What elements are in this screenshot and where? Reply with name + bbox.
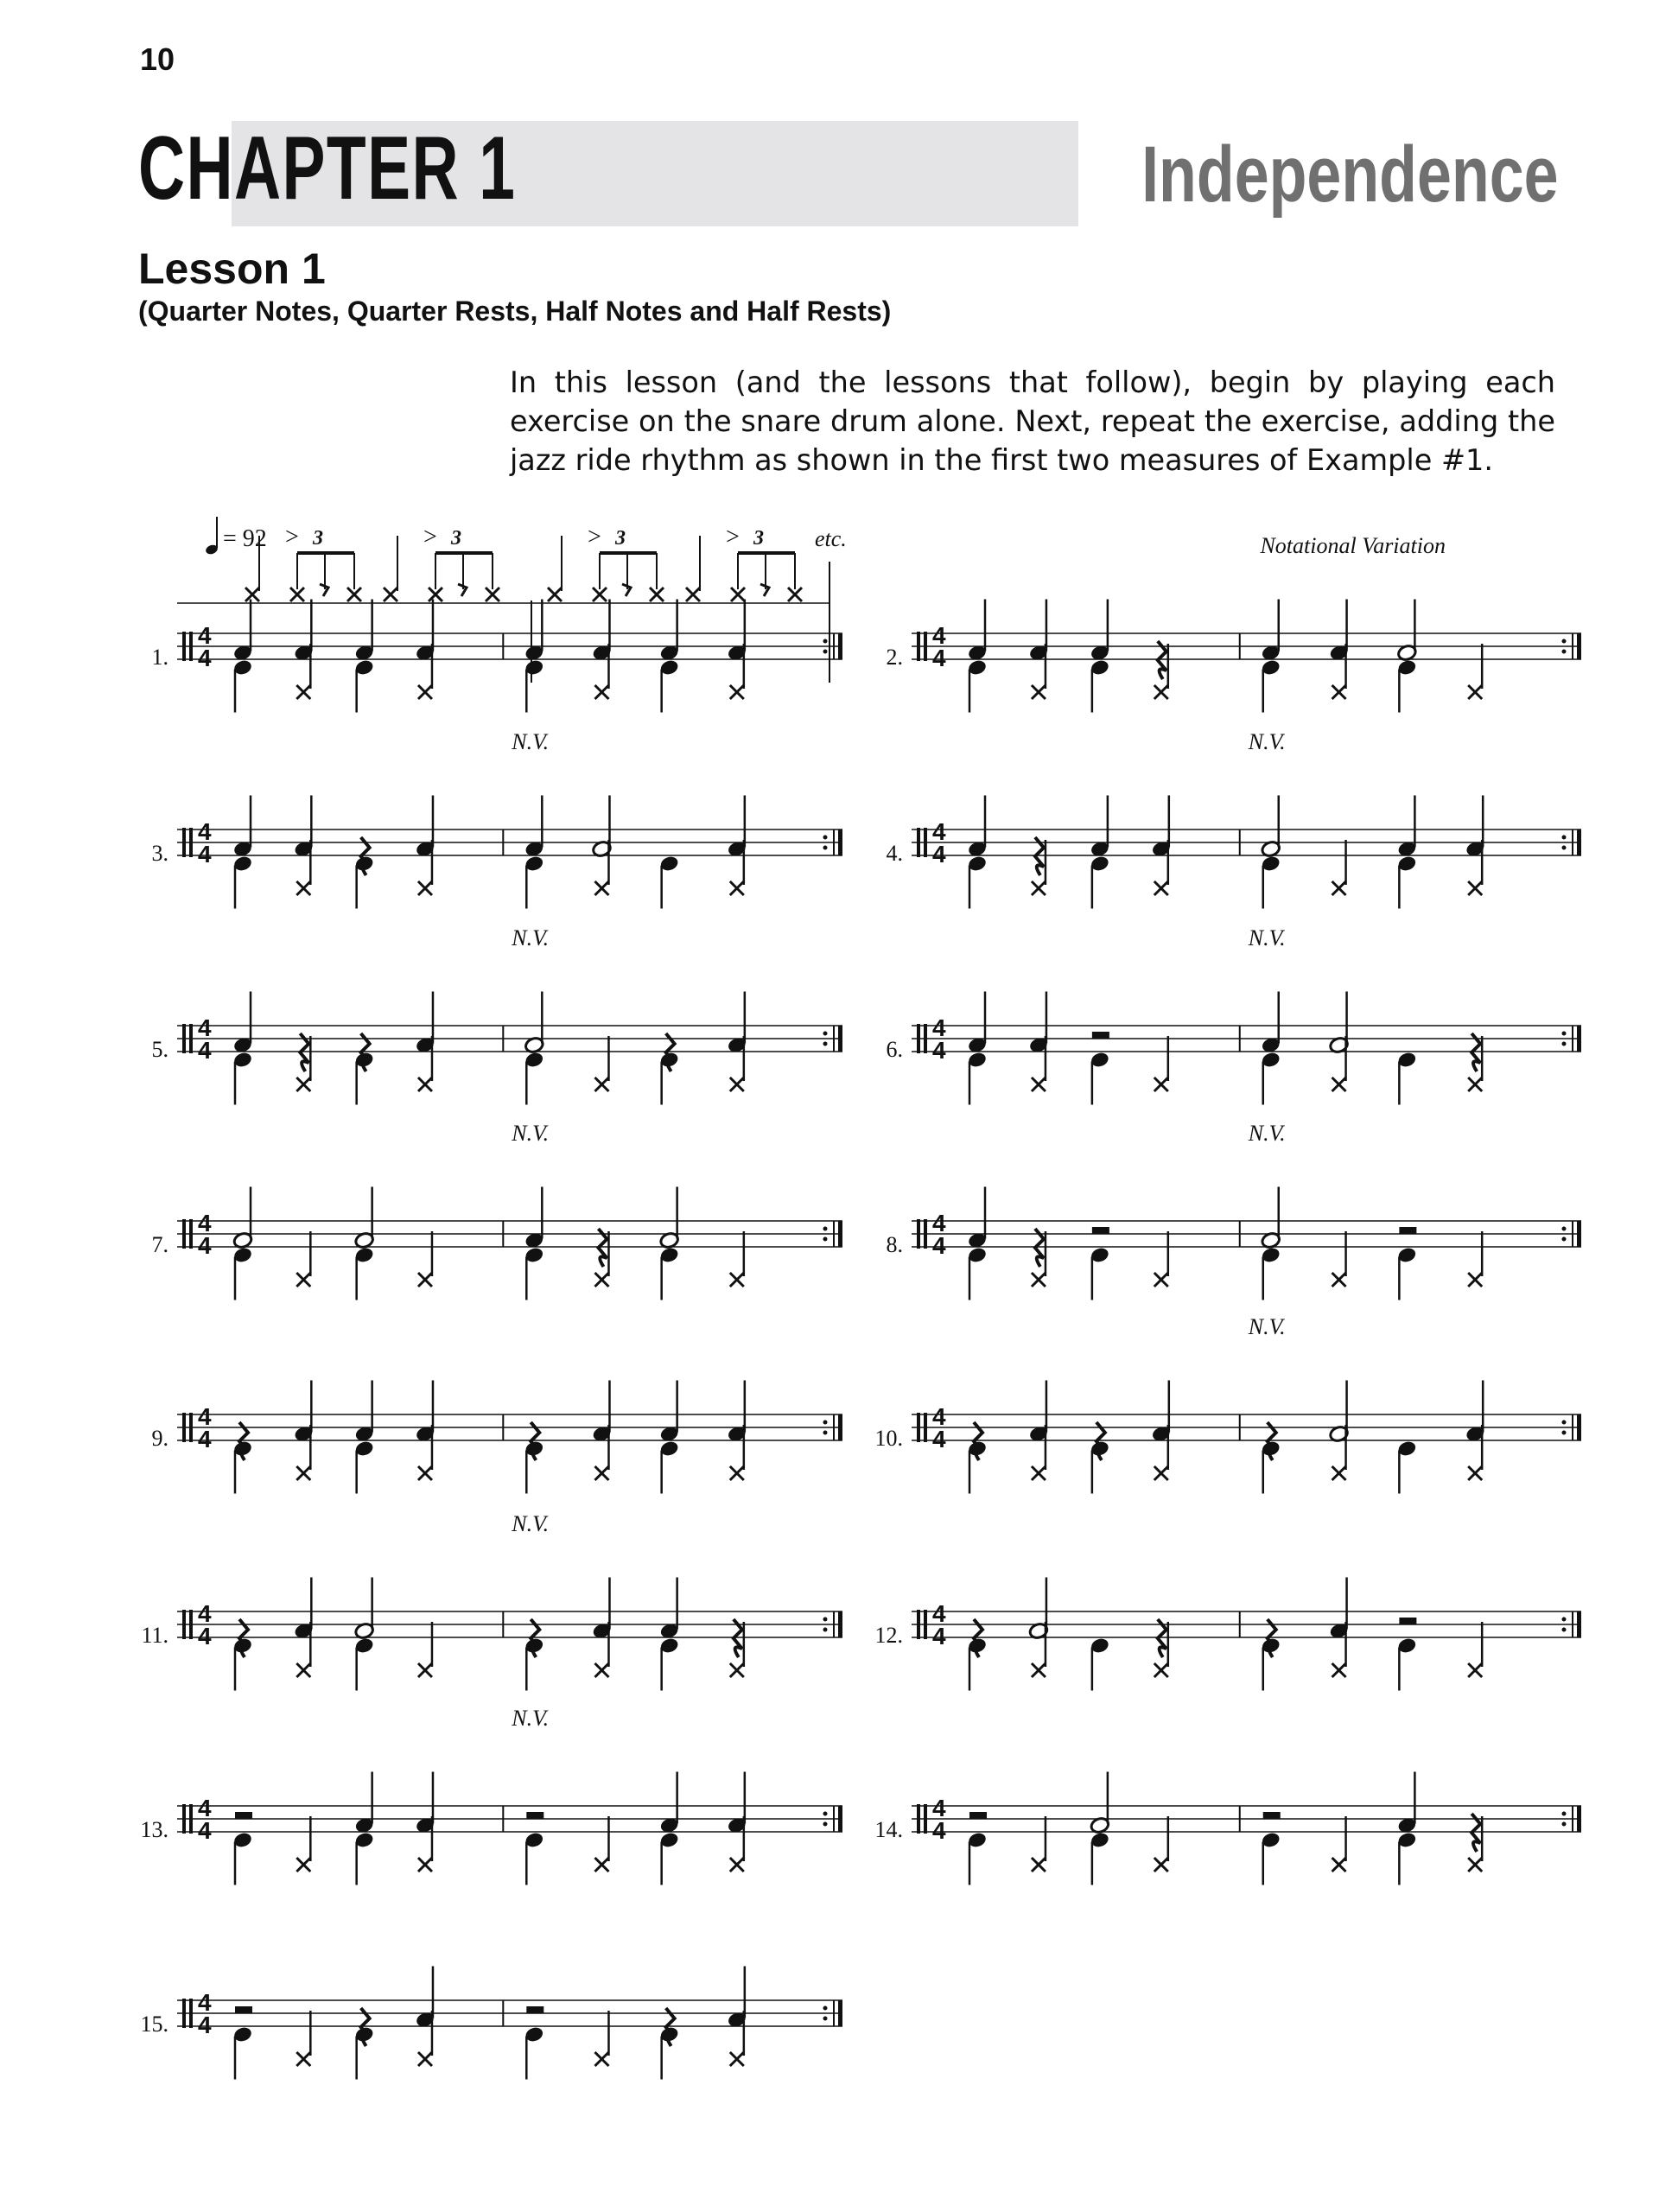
hi-hat-foot-x — [296, 1663, 310, 1677]
triplet-number: 3 — [313, 527, 323, 550]
repeat-dot — [1562, 1628, 1567, 1632]
hi-hat-foot-x — [730, 685, 744, 699]
eighth-rest — [320, 584, 328, 596]
ride-cymbal-x — [731, 588, 745, 601]
time-signature-bottom: 4 — [932, 841, 946, 868]
repeat-dot — [823, 650, 828, 654]
hi-hat-foot-x — [1154, 1466, 1168, 1480]
hi-hat-foot-x — [730, 1858, 744, 1872]
half-rest — [1263, 1812, 1281, 1819]
percussion-clef — [924, 1219, 927, 1249]
notational-variation-label: N.V. — [512, 729, 550, 754]
exercise-4 — [912, 796, 1581, 909]
time-signature-bottom: 4 — [932, 1037, 946, 1064]
time-signature-bottom: 4 — [198, 1037, 212, 1064]
percussion-clef — [182, 1413, 186, 1442]
half-rest — [235, 2006, 252, 2013]
tempo-marking: = 92 — [223, 525, 267, 552]
time-signature-top: 4 — [932, 1403, 946, 1430]
percussion-clef — [182, 1804, 186, 1834]
time-signature-top: 4 — [932, 1210, 946, 1236]
time-signature-top: 4 — [198, 1600, 212, 1627]
exercise-12 — [912, 1578, 1581, 1691]
hi-hat-foot-x — [730, 1663, 744, 1677]
percussion-clef — [917, 632, 920, 661]
chapter-title: Independence — [1141, 130, 1559, 219]
exercise-1 — [177, 600, 842, 713]
hi-hat-foot-x — [296, 2052, 310, 2066]
repeat-bar — [838, 633, 842, 659]
percussion-clef — [189, 1610, 193, 1639]
repeat-dot — [823, 1227, 828, 1231]
repeat-dot — [823, 1628, 828, 1632]
hi-hat-foot-x — [418, 881, 432, 895]
time-signature-bottom: 4 — [198, 1817, 212, 1844]
notational-variation-label: N.V. — [1248, 925, 1286, 950]
repeat-dot — [823, 1822, 828, 1827]
repeat-dot — [1562, 1227, 1567, 1231]
hi-hat-foot-x — [1468, 881, 1482, 895]
percussion-clef — [917, 1413, 920, 1442]
exercise-number: 5. — [151, 1037, 168, 1062]
percussion-clef — [924, 1024, 927, 1053]
page-number: 10 — [140, 41, 175, 77]
time-signature-bottom: 4 — [932, 645, 946, 671]
percussion-clef — [924, 828, 927, 857]
accent-mark: > — [588, 524, 601, 550]
half-rest — [526, 2006, 543, 2013]
hi-hat-foot-x — [296, 1466, 310, 1480]
hi-hat-foot-x — [594, 881, 608, 895]
triplet-number: 3 — [753, 527, 764, 550]
percussion-clef — [189, 1804, 193, 1834]
hi-hat-foot-x — [296, 1273, 310, 1287]
percussion-clef — [182, 632, 186, 661]
hi-hat-foot-x — [1154, 1663, 1168, 1677]
exercise-14 — [912, 1772, 1581, 1885]
percussion-clef — [189, 828, 193, 857]
percussion-clef — [917, 1219, 920, 1249]
time-signature-top: 4 — [198, 1014, 212, 1041]
repeat-dot — [823, 1618, 828, 1622]
hi-hat-foot-x — [1032, 1077, 1046, 1091]
repeat-dot — [1562, 1032, 1567, 1036]
time-signature-top: 4 — [198, 622, 212, 649]
eighth-rest — [622, 584, 631, 596]
hi-hat-foot-x — [730, 1077, 744, 1091]
exercise-number: 9. — [151, 1426, 168, 1451]
half-rest — [969, 1812, 987, 1819]
percussion-clef — [182, 1219, 186, 1249]
accent-mark: > — [285, 524, 299, 550]
percussion-clef — [189, 1024, 193, 1053]
accent-mark: > — [423, 524, 437, 550]
hi-hat-foot-x — [730, 1273, 744, 1287]
exercise-number: 10. — [874, 1426, 903, 1451]
eighth-rest — [760, 584, 769, 596]
time-signature-top: 4 — [932, 1795, 946, 1821]
exercise-number: 13. — [140, 1817, 168, 1842]
repeat-dot — [823, 1421, 828, 1425]
hi-hat-foot-x — [296, 685, 310, 699]
repeat-dot — [823, 846, 828, 850]
notational-variation-label: N.V. — [512, 1121, 550, 1146]
hi-hat-foot-x — [594, 685, 608, 699]
exercise-11 — [177, 1578, 842, 1691]
notational-variation-label: Notational Variation — [1260, 533, 1446, 558]
hi-hat-foot-x — [594, 1466, 608, 1480]
hi-hat-foot-x — [594, 2052, 608, 2066]
time-signature-top: 4 — [198, 818, 212, 845]
hi-hat-foot-x — [594, 1663, 608, 1677]
hi-hat-foot-x — [418, 1077, 432, 1091]
percussion-clef — [924, 1610, 927, 1639]
hi-hat-foot-x — [1468, 1663, 1482, 1677]
notational-variation-label: N.V. — [512, 1511, 550, 1536]
time-signature-bottom: 4 — [198, 1232, 212, 1259]
repeat-dot — [1562, 650, 1567, 654]
percussion-clef — [917, 828, 920, 857]
half-rest — [526, 1812, 543, 1819]
percussion-clef — [189, 632, 193, 661]
time-signature-bottom: 4 — [198, 1426, 212, 1452]
percussion-clef — [917, 1024, 920, 1053]
hi-hat-foot-x — [1332, 1466, 1346, 1480]
ride-cymbal-x — [347, 588, 361, 601]
percussion-clef — [924, 1413, 927, 1442]
hi-hat-foot-x — [1468, 1077, 1482, 1091]
triplet-number: 3 — [451, 527, 461, 550]
hi-hat-foot-x — [418, 1663, 432, 1677]
percussion-clef — [189, 1413, 193, 1442]
time-signature-top: 4 — [932, 1600, 946, 1627]
half-rest — [1092, 1227, 1109, 1234]
ride-cymbal-x — [650, 588, 664, 601]
time-signature-bottom: 4 — [932, 1817, 946, 1844]
repeat-bar — [1577, 830, 1581, 855]
time-signature-bottom: 4 — [198, 645, 212, 671]
repeat-dot — [823, 2006, 828, 2011]
percussion-clef — [924, 1804, 927, 1834]
repeat-dot — [1562, 1042, 1567, 1046]
percussion-clef — [182, 1999, 186, 2028]
exercise-number: 14. — [874, 1817, 903, 1842]
lesson-subtitle: (Quarter Notes, Quarter Rests, Half Notes and Half Rests) — [138, 296, 892, 327]
hi-hat-foot-x — [1332, 1858, 1346, 1872]
ride-cymbal-x — [686, 588, 700, 601]
exercise-number: 7. — [151, 1232, 168, 1257]
percussion-clef — [182, 1610, 186, 1639]
repeat-bar — [838, 1611, 842, 1637]
time-signature-bottom: 4 — [932, 1232, 946, 1259]
repeat-bar — [1577, 633, 1581, 659]
hi-hat-foot-x — [1154, 1077, 1168, 1091]
ride-cymbal-x — [245, 588, 259, 601]
repeat-bar — [838, 1414, 842, 1440]
percussion-clef — [189, 1999, 193, 2028]
repeat-bar — [1577, 1806, 1581, 1832]
hi-hat-foot-x — [730, 1466, 744, 1480]
exercise-number: 4. — [886, 841, 903, 866]
repeat-dot — [823, 639, 828, 644]
percussion-clef — [917, 1804, 920, 1834]
time-signature-bottom: 4 — [932, 1623, 946, 1649]
ride-cymbal-x — [429, 588, 442, 601]
time-signature-top: 4 — [932, 622, 946, 649]
exercise-number: 2. — [886, 645, 903, 670]
ride-cymbal-x — [384, 588, 397, 601]
hi-hat-foot-x — [418, 1858, 432, 1872]
exercise-number: 8. — [886, 1232, 903, 1257]
repeat-dot — [1562, 1421, 1567, 1425]
exercise-6 — [912, 992, 1581, 1105]
hi-hat-foot-x — [296, 1858, 310, 1872]
hi-hat-foot-x — [1332, 1273, 1346, 1287]
hi-hat-foot-x — [1332, 881, 1346, 895]
repeat-bar — [838, 1806, 842, 1832]
time-signature-bottom: 4 — [932, 1426, 946, 1452]
repeat-dot — [823, 2017, 828, 2021]
repeat-dot — [1562, 639, 1567, 644]
hi-hat-foot-x — [1032, 1663, 1046, 1677]
repeat-dot — [823, 1042, 828, 1046]
ride-cymbal-x — [593, 588, 607, 601]
repeat-bar — [838, 830, 842, 855]
hi-hat-foot-x — [1468, 1858, 1482, 1872]
repeat-dot — [823, 1032, 828, 1036]
half-rest — [235, 1812, 252, 1819]
percussion-clef — [182, 828, 186, 857]
percussion-clef — [924, 632, 927, 661]
hi-hat-foot-x — [1468, 1273, 1482, 1287]
lesson-intro-paragraph: In this lesson (and the lessons that follow), begin by playing each exercise on the snare drum alone. Next, repeat the exercise, adding the jazz ride rhythm as shown in the first two measures of Example #1. — [510, 365, 1555, 477]
half-rest — [1092, 1032, 1109, 1039]
chapter-label: CHAPTER 1 — [138, 118, 517, 219]
repeat-dot — [1562, 1618, 1567, 1622]
ride-cymbal-x — [788, 588, 802, 601]
half-rest — [1399, 1227, 1416, 1234]
repeat-bar — [838, 1221, 842, 1247]
percussion-clef — [917, 1610, 920, 1639]
percussion-clef — [182, 1024, 186, 1053]
hi-hat-foot-x — [1154, 881, 1168, 895]
hi-hat-foot-x — [418, 1466, 432, 1480]
notational-variation-label: N.V. — [1248, 1121, 1286, 1146]
hi-hat-foot-x — [1332, 685, 1346, 699]
repeat-dot — [1562, 846, 1567, 850]
exercise-5 — [177, 992, 842, 1105]
hi-hat-foot-x — [594, 1858, 608, 1872]
time-signature-top: 4 — [198, 1403, 212, 1430]
triplet-number: 3 — [615, 527, 626, 550]
repeat-bar — [1577, 1414, 1581, 1440]
exercise-15 — [177, 1967, 842, 2080]
exercise-7 — [177, 1187, 842, 1300]
repeat-dot — [1562, 836, 1567, 840]
repeat-dot — [823, 1237, 828, 1242]
exercise-2 — [912, 600, 1581, 713]
exercise-number: 6. — [886, 1037, 903, 1062]
hi-hat-foot-x — [594, 1077, 608, 1091]
hi-hat-foot-x — [1032, 685, 1046, 699]
hi-hat-foot-x — [1032, 1466, 1046, 1480]
hi-hat-foot-x — [1154, 1273, 1168, 1287]
notational-variation-label: N.V. — [1248, 729, 1286, 754]
hi-hat-foot-x — [418, 685, 432, 699]
repeat-bar — [838, 1026, 842, 1052]
hi-hat-foot-x — [594, 1273, 608, 1287]
etc-marking: etc. — [815, 526, 847, 551]
hi-hat-foot-x — [1154, 685, 1168, 699]
exercise-number: 1. — [151, 645, 168, 670]
repeat-dot — [823, 836, 828, 840]
hi-hat-foot-x — [1032, 1273, 1046, 1287]
exercise-8 — [912, 1187, 1581, 1300]
repeat-dot — [1562, 1822, 1567, 1827]
ride-cymbal-x — [548, 588, 562, 601]
time-signature-top: 4 — [198, 1989, 212, 2016]
half-rest — [1399, 1618, 1416, 1624]
ride-cymbal-x — [290, 588, 304, 601]
exercise-number: 3. — [151, 841, 168, 866]
exercise-10 — [912, 1381, 1581, 1494]
notational-variation-label: N.V. — [512, 1706, 550, 1731]
exercise-number: 15. — [140, 2012, 168, 2037]
time-signature-top: 4 — [198, 1795, 212, 1821]
lesson-title: Lesson 1 — [138, 245, 326, 293]
repeat-dot — [1562, 1237, 1567, 1242]
hi-hat-foot-x — [418, 2052, 432, 2066]
notational-variation-label: N.V. — [1248, 1314, 1286, 1339]
eighth-rest — [458, 584, 467, 596]
hi-hat-foot-x — [296, 881, 310, 895]
exercise-9 — [177, 1381, 842, 1494]
notational-variation-label: N.V. — [512, 925, 550, 950]
exercise-13 — [177, 1772, 842, 1885]
hi-hat-foot-x — [296, 1077, 310, 1091]
time-signature-bottom: 4 — [198, 1623, 212, 1649]
hi-hat-foot-x — [730, 881, 744, 895]
percussion-clef — [189, 1219, 193, 1249]
hi-hat-foot-x — [1154, 1858, 1168, 1872]
time-signature-top: 4 — [198, 1210, 212, 1236]
time-signature-top: 4 — [932, 1014, 946, 1041]
repeat-dot — [823, 1431, 828, 1435]
repeat-bar — [1577, 1221, 1581, 1247]
repeat-dot — [823, 1812, 828, 1816]
hi-hat-foot-x — [1332, 1077, 1346, 1091]
exercise-number: 12. — [874, 1623, 903, 1648]
time-signature-bottom: 4 — [198, 841, 212, 868]
repeat-dot — [1562, 1812, 1567, 1816]
hi-hat-foot-x — [1032, 881, 1046, 895]
ride-cymbal-x — [486, 588, 499, 601]
exercise-3 — [177, 796, 842, 909]
hi-hat-foot-x — [418, 1273, 432, 1287]
hi-hat-foot-x — [1468, 1466, 1482, 1480]
hi-hat-foot-x — [1468, 685, 1482, 699]
time-signature-bottom: 4 — [198, 2012, 212, 2038]
repeat-bar — [838, 2000, 842, 2026]
exercise-number: 11. — [141, 1623, 168, 1648]
hi-hat-foot-x — [1332, 1663, 1346, 1677]
accent-mark: > — [726, 524, 740, 550]
hi-hat-foot-x — [730, 2052, 744, 2066]
time-signature-top: 4 — [932, 818, 946, 845]
repeat-dot — [1562, 1431, 1567, 1435]
repeat-bar — [1577, 1611, 1581, 1637]
repeat-bar — [1577, 1026, 1581, 1052]
hi-hat-foot-x — [1032, 1858, 1046, 1872]
